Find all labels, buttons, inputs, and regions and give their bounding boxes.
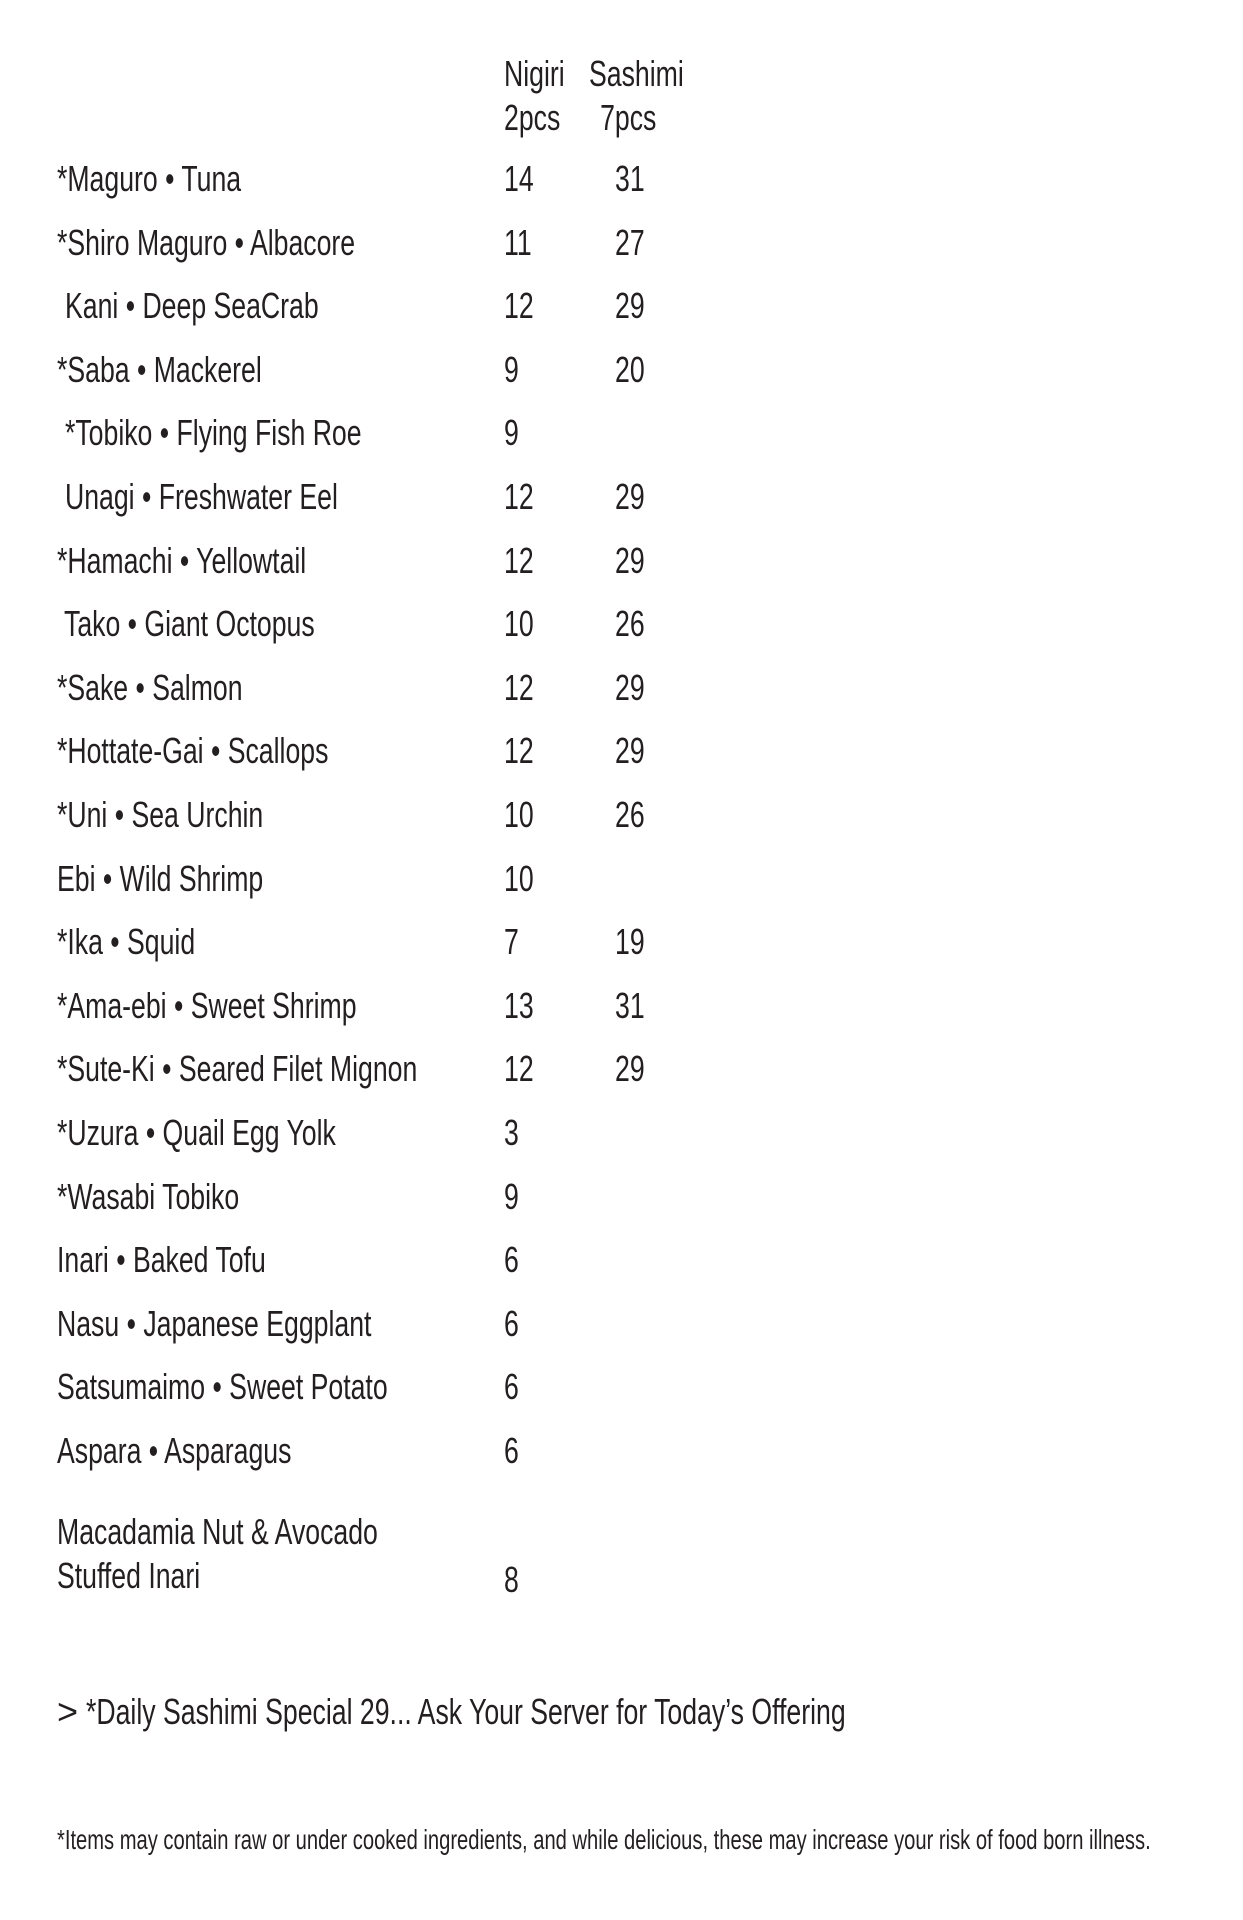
item-name: *Saba • Mackerel: [57, 348, 262, 390]
menu-item: [57, 725, 957, 789]
item-name: Inari • Baked Tofu: [57, 1239, 266, 1281]
menu-item: [57, 662, 957, 726]
item-name: Tako • Giant Octopus: [64, 603, 315, 645]
item-name: *Ama-ebi • Sweet Shrimp: [57, 984, 357, 1026]
stuffed-inari-nigiri-price: [504, 1558, 524, 1602]
disclaimer-text: *Items may contain raw or under cooked ingredients, and while delicious, these may increase your risk of food born illness.: [57, 1824, 1151, 1855]
stuffed-inari-name-line-1: Macadamia Nut & Avocado: [57, 1511, 378, 1552]
menu-item: [57, 1361, 957, 1425]
item-name: Unagi • Freshwater Eel: [65, 475, 338, 517]
menu-item: [57, 916, 957, 980]
sashimi-price: 29: [615, 475, 645, 517]
nigiri-header-label: Nigiri: [504, 53, 565, 94]
item-name: *Hottate-Gai • Scallops: [57, 730, 329, 772]
menu-item: [57, 280, 957, 344]
nigiri-price: 9: [504, 1175, 519, 1217]
item-name: Kani • Deep SeaCrab: [65, 285, 319, 327]
menu-item: [57, 407, 957, 471]
sashimi-price: 29: [615, 666, 645, 708]
menu-item: [57, 217, 957, 281]
nigiri-price: 14: [504, 158, 534, 199]
nigiri-price: 13: [504, 984, 534, 1026]
menu-item: [57, 853, 957, 917]
raw-food-disclaimer: [57, 1822, 1243, 1858]
arrow-icon: >: [57, 1691, 79, 1732]
menu-item: [57, 789, 957, 853]
item-name: Ebi • Wild Shrimp: [57, 857, 264, 899]
menu-item: [57, 1234, 957, 1298]
sashimi-price: 29: [615, 285, 645, 327]
sashimi-price: 31: [615, 158, 645, 199]
menu-item: [57, 980, 957, 1044]
item-name: Aspara • Asparagus: [57, 1429, 292, 1471]
menu-item: [57, 344, 957, 408]
stuffed-inari-name-line-2: Stuffed Inari: [57, 1555, 201, 1596]
menu-item: [57, 153, 957, 217]
nigiri-price: 11: [504, 221, 532, 263]
nigiri-price: 6: [504, 1429, 519, 1471]
sashimi-price: 27: [615, 221, 645, 263]
nigiri-header-count: 2pcs: [504, 97, 561, 138]
sashimi-price: 26: [615, 793, 645, 835]
nigiri-price: 3: [504, 1111, 519, 1153]
menu-item: [57, 598, 957, 662]
nigiri-price: 6: [504, 1366, 519, 1408]
nigiri-price: 6: [504, 1302, 519, 1344]
nigiri-price: 12: [504, 1048, 534, 1090]
menu-item: [57, 535, 957, 599]
sashimi-price: 31: [615, 984, 645, 1026]
menu-item: [57, 1298, 957, 1362]
nigiri-column-header: [504, 52, 586, 140]
sashimi-price: 29: [615, 730, 645, 772]
sashimi-price: 26: [615, 603, 645, 645]
nigiri-price: 10: [504, 793, 534, 835]
item-name: *Maguro • Tuna: [57, 158, 242, 199]
nigiri-price: 9: [504, 412, 519, 454]
nigiri-price: 9: [504, 348, 519, 390]
sashimi-price: 19: [615, 921, 645, 963]
menu-item-list: [57, 153, 957, 1488]
sashimi-header-count: 7pcs: [600, 97, 657, 138]
item-name: Nasu • Japanese Eggplant: [57, 1302, 372, 1344]
item-name: *Hamachi • Yellowtail: [57, 539, 307, 581]
nigiri-price: 10: [504, 603, 534, 645]
item-name: *Tobiko • Flying Fish Roe: [65, 412, 362, 454]
menu-item: [57, 1043, 957, 1107]
menu-item: [57, 471, 957, 535]
menu-item: [57, 1171, 957, 1235]
sashimi-column-header: [589, 52, 717, 140]
item-name: Satsumaimo • Sweet Potato: [57, 1366, 388, 1408]
sashimi-price: 29: [615, 539, 645, 581]
sashimi-header-label: Sashimi: [589, 53, 684, 94]
sashimi-price: 29: [615, 1048, 645, 1090]
nigiri-price: 12: [504, 539, 534, 581]
nigiri-price: 12: [504, 730, 534, 772]
nigiri-price: 12: [504, 475, 534, 517]
menu-item: [57, 1107, 957, 1171]
item-name: *Wasabi Tobiko: [57, 1175, 240, 1217]
item-name: *Sake • Salmon: [57, 666, 243, 708]
nigiri-price: 12: [504, 285, 534, 327]
item-name: *Shiro Maguro • Albacore: [57, 221, 356, 263]
menu-item: [57, 1425, 957, 1489]
daily-special-note: [57, 1688, 1113, 1736]
nigiri-price: 7: [504, 921, 519, 963]
stuffed-inari-price-value: 8: [504, 1559, 519, 1600]
nigiri-price: 10: [504, 857, 534, 899]
item-name: *Sute-Ki • Seared Filet Mignon: [57, 1048, 418, 1090]
nigiri-price: 6: [504, 1239, 519, 1281]
item-name: *Uzura • Quail Egg Yolk: [57, 1111, 336, 1153]
nigiri-price: 12: [504, 666, 534, 708]
item-name: *Ika • Squid: [57, 921, 196, 963]
sashimi-price: 20: [615, 348, 645, 390]
daily-special-text: *Daily Sashimi Special 29... Ask Your Server for Today’s Offering: [86, 1691, 846, 1732]
stuffed-inari-item: [57, 1510, 491, 1598]
item-name: *Uni • Sea Urchin: [57, 793, 264, 835]
